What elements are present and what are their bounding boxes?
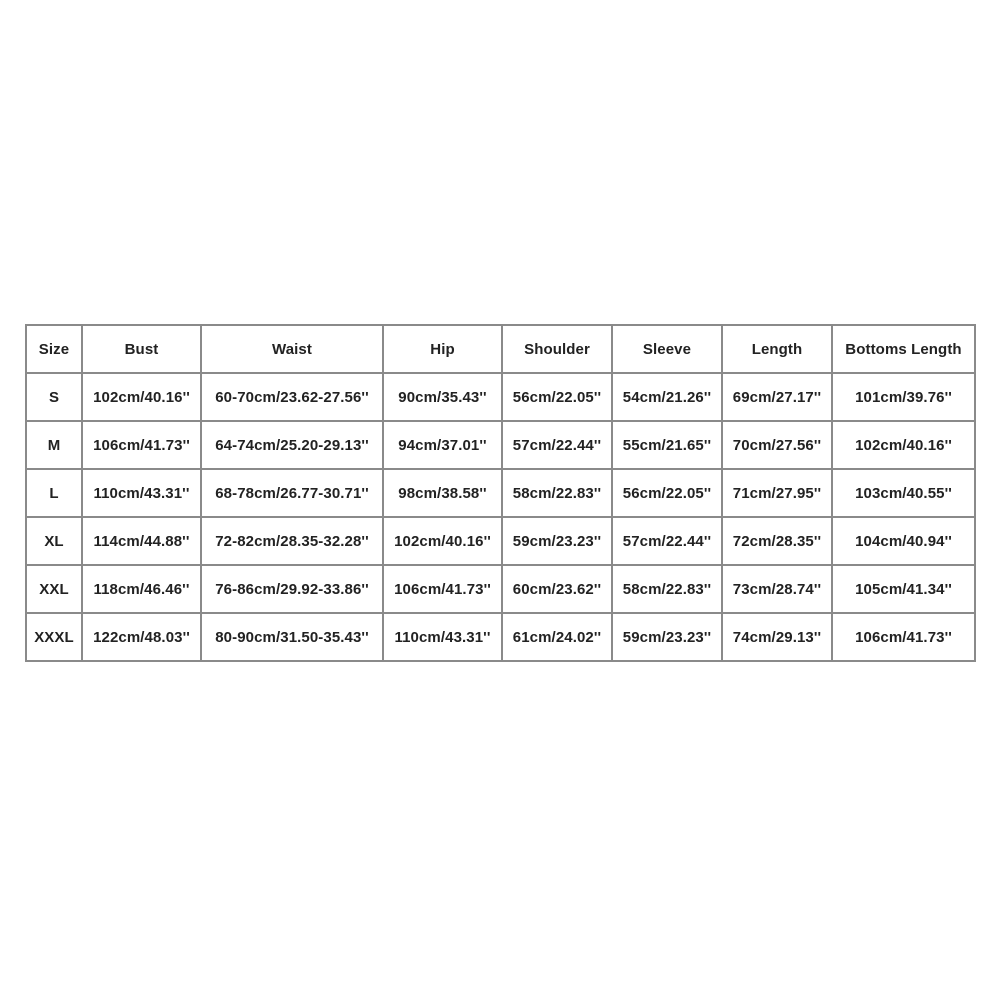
size-cell: S — [26, 373, 82, 421]
table-row — [26, 373, 975, 421]
header-size: Size — [26, 325, 82, 373]
length-cell: 74cm/29.13'' — [722, 613, 832, 661]
shoulder-cell: 58cm/22.83'' — [502, 469, 612, 517]
header-length: Length — [722, 325, 832, 373]
waist-cell: 76-86cm/29.92-33.86'' — [201, 565, 383, 613]
table-row — [26, 469, 975, 517]
size-cell: XXXL — [26, 613, 82, 661]
bust-cell: 118cm/46.46'' — [82, 565, 201, 613]
length-cell: 71cm/27.95'' — [722, 469, 832, 517]
table-row — [26, 421, 975, 469]
waist-cell: 80-90cm/31.50-35.43'' — [201, 613, 383, 661]
header-shoulder: Shoulder — [502, 325, 612, 373]
length-cell: 73cm/28.74'' — [722, 565, 832, 613]
size-cell: XXL — [26, 565, 82, 613]
header-bottoms-length: Bottoms Length — [832, 325, 975, 373]
waist-cell: 60-70cm/23.62-27.56'' — [201, 373, 383, 421]
size-cell: M — [26, 421, 82, 469]
table-row — [26, 517, 975, 565]
length-cell: 72cm/28.35'' — [722, 517, 832, 565]
hip-cell: 110cm/43.31'' — [383, 613, 502, 661]
table-row — [26, 613, 975, 661]
waist-cell: 68-78cm/26.77-30.71'' — [201, 469, 383, 517]
bottoms-length-cell: 103cm/40.55'' — [832, 469, 975, 517]
size-cell: XL — [26, 517, 82, 565]
hip-cell: 90cm/35.43'' — [383, 373, 502, 421]
sleeve-cell: 58cm/22.83'' — [612, 565, 722, 613]
bust-cell: 110cm/43.31'' — [82, 469, 201, 517]
bust-cell: 106cm/41.73'' — [82, 421, 201, 469]
bust-cell: 114cm/44.88'' — [82, 517, 201, 565]
bottoms-length-cell: 106cm/41.73'' — [832, 613, 975, 661]
size-cell: L — [26, 469, 82, 517]
header-sleeve: Sleeve — [612, 325, 722, 373]
shoulder-cell: 61cm/24.02'' — [502, 613, 612, 661]
table-row — [26, 565, 975, 613]
waist-cell: 64-74cm/25.20-29.13'' — [201, 421, 383, 469]
waist-cell: 72-82cm/28.35-32.28'' — [201, 517, 383, 565]
length-cell: 70cm/27.56'' — [722, 421, 832, 469]
header-bust: Bust — [82, 325, 201, 373]
bottoms-length-cell: 101cm/39.76'' — [832, 373, 975, 421]
bust-cell: 102cm/40.16'' — [82, 373, 201, 421]
size-chart-table — [25, 324, 976, 662]
header-waist: Waist — [201, 325, 383, 373]
hip-cell: 106cm/41.73'' — [383, 565, 502, 613]
shoulder-cell: 56cm/22.05'' — [502, 373, 612, 421]
bottoms-length-cell: 105cm/41.34'' — [832, 565, 975, 613]
shoulder-cell: 60cm/23.62'' — [502, 565, 612, 613]
bottoms-length-cell: 102cm/40.16'' — [832, 421, 975, 469]
shoulder-cell: 57cm/22.44'' — [502, 421, 612, 469]
bust-cell: 122cm/48.03'' — [82, 613, 201, 661]
shoulder-cell: 59cm/23.23'' — [502, 517, 612, 565]
sleeve-cell: 56cm/22.05'' — [612, 469, 722, 517]
header-hip: Hip — [383, 325, 502, 373]
sleeve-cell: 54cm/21.26'' — [612, 373, 722, 421]
length-cell: 69cm/27.17'' — [722, 373, 832, 421]
hip-cell: 102cm/40.16'' — [383, 517, 502, 565]
hip-cell: 98cm/38.58'' — [383, 469, 502, 517]
sleeve-cell: 57cm/22.44'' — [612, 517, 722, 565]
bottoms-length-cell: 104cm/40.94'' — [832, 517, 975, 565]
sleeve-cell: 55cm/21.65'' — [612, 421, 722, 469]
sleeve-cell: 59cm/23.23'' — [612, 613, 722, 661]
hip-cell: 94cm/37.01'' — [383, 421, 502, 469]
header-row — [26, 325, 975, 373]
